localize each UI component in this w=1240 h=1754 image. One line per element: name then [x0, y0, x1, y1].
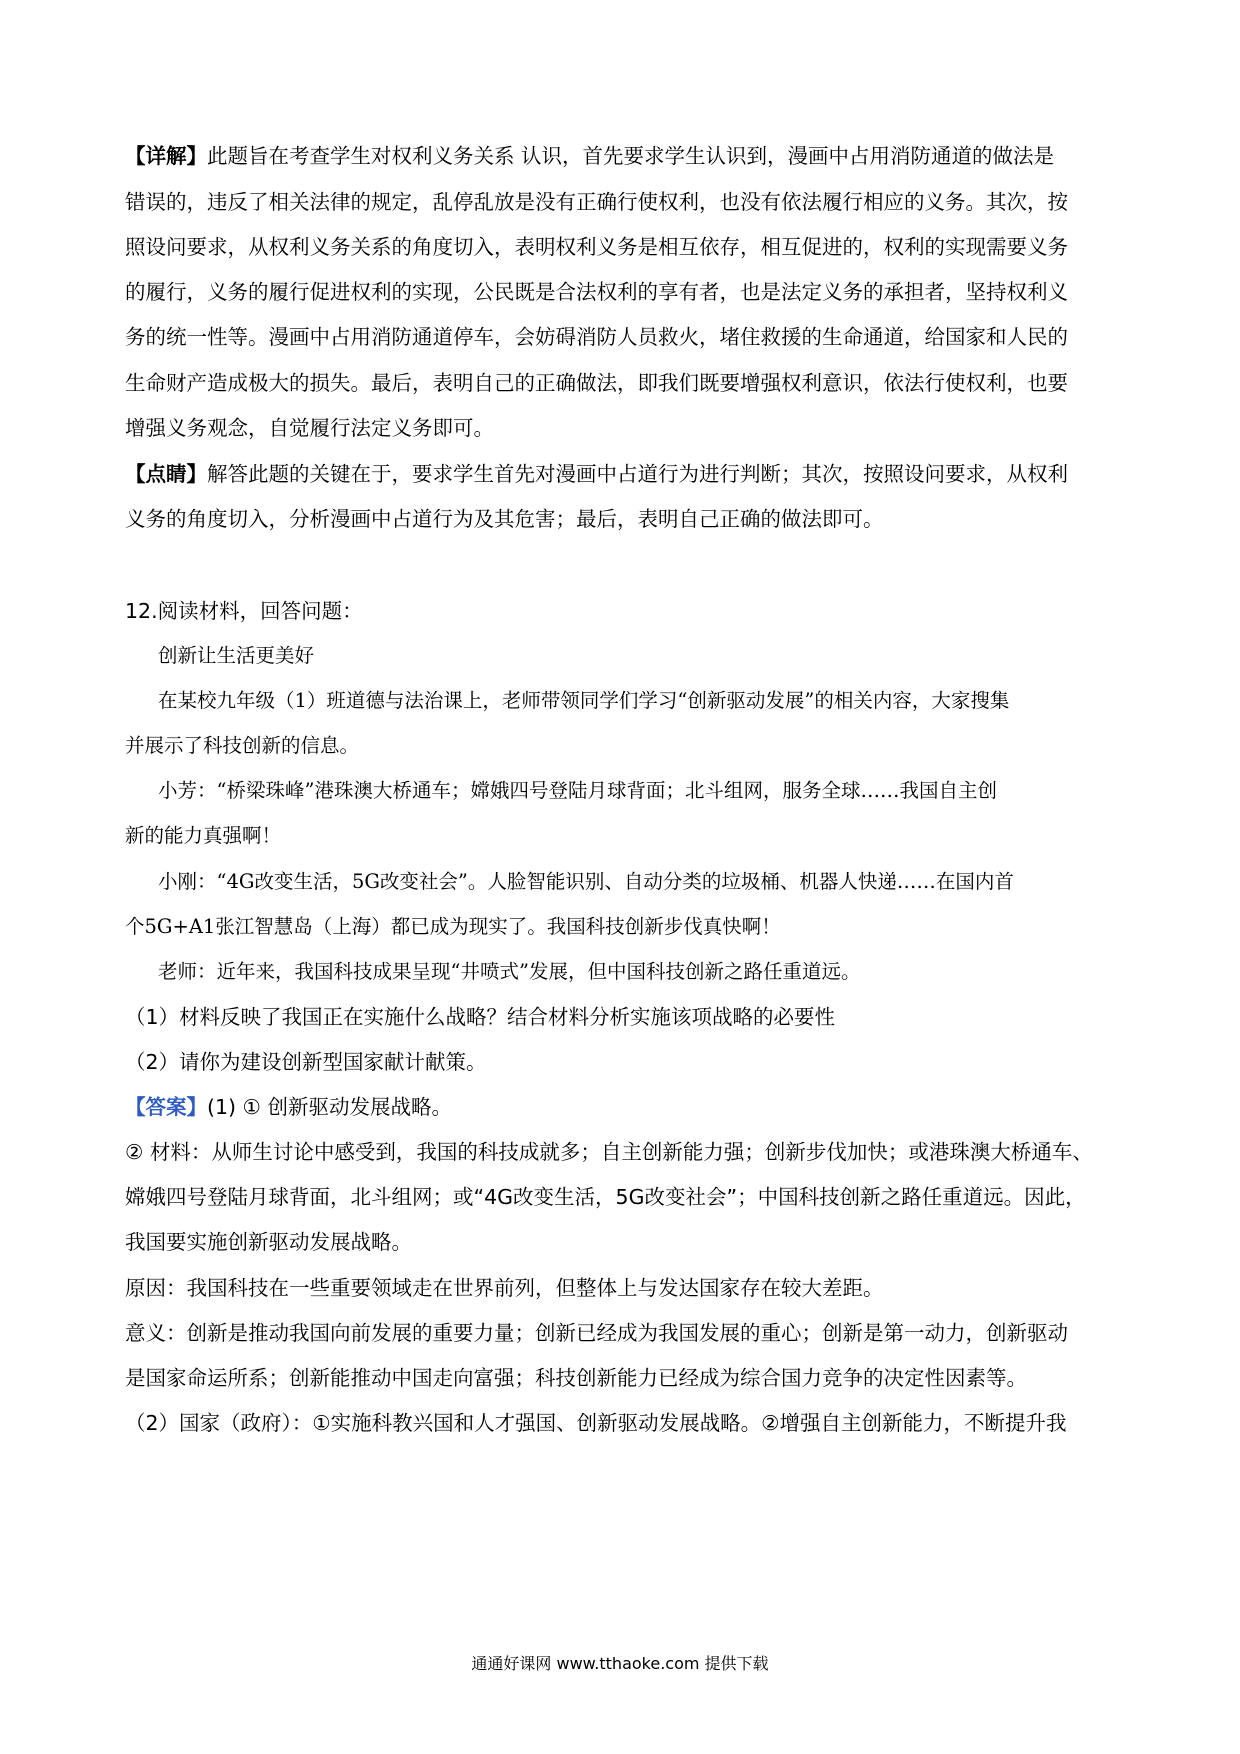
key-point-tag: 【点睛】 — [125, 462, 207, 486]
answer-reason-line: 原因：我国科技在一些重要领域走在世界前列，但整体上与发达国家存在较大差距。 — [125, 1276, 884, 1300]
question-12-heading: 12.阅读材料，回答问题： — [125, 599, 363, 623]
explanation-line-3: 照设问要求，从权利义务关系的角度切入，表明权利义务是相互依存，相互促进的，权利的实现需要义务 — [125, 235, 1068, 259]
material-line-3: 小芳：“桥梁珠峰”港珠澳大桥通车；嫦娥四号登陆月球背面；北斗组网，服务全球……我国自主创 — [158, 779, 997, 802]
sub-question-2: （2）请你为建设创新型国家献计献策。 — [125, 1050, 487, 1074]
explanation-text: 此题旨在考查学生对权利义务关系 认识，首先要求学生认识到，漫画中占用消防通道的做法是 — [207, 144, 1055, 168]
key-point-line-2: 义务的角度切入，分析漫画中占道行为及其危害；最后，表明自己正确的做法即可。 — [125, 507, 884, 531]
material-line-1: 在某校九年级（1）班道德与法治课上，老师带领同学们学习“创新驱动发展”的相关内容，大家搜集 — [158, 689, 1010, 712]
page-footer: 通通好课网 www.tthaoke.com 提供下载 — [471, 1654, 769, 1673]
answer-part-2-line: （2）国家（政府）：①实施科教兴国和人才强国、创新驱动发展战略。②增强自主创新能力，不断提升我 — [125, 1411, 1067, 1435]
material-line-5: 小刚：“4G改变生活，5G改变社会”。人脸智能识别、自动分类的垃圾桶、机器人快递……在国内首 — [158, 870, 1014, 893]
answer-line-2: ② 材料：从师生讨论中感受到，我国的科技成就多；自主创新能力强；创新步伐加快；或港珠澳大桥通车、 — [125, 1140, 1093, 1164]
answer-tag: 【答案】 — [125, 1095, 207, 1119]
explanation-line-7: 增强义务观念，自觉履行法定义务即可。 — [125, 416, 494, 440]
material-line-2: 并展示了科技创新的信息。 — [125, 734, 360, 757]
answer-line-4: 我国要实施创新驱动发展战略。 — [125, 1230, 412, 1254]
material-line-7: 老师：近年来，我国科技成果呈现“井喷式”发展，但中国科技创新之路任重道远。 — [158, 960, 861, 983]
answer-line-1 — [125, 1093, 1125, 1121]
key-point-line-1 — [125, 460, 1125, 488]
answer-meaning-line-2: 是国家命运所系；创新能推动中国走向富强；科技创新能力已经成为综合国力竞争的决定性因素等。 — [125, 1366, 1027, 1390]
explanation-line-1 — [125, 142, 1125, 170]
explanation-line-5: 务的统一性等。漫画中占用消防通道停车，会妨碍消防人员救火，堵住救援的生命通道，给国家和人民的 — [125, 325, 1068, 349]
key-point-text: 解答此题的关键在于，要求学生首先对漫画中占道行为进行判断；其次，按照设问要求，从权利 — [207, 462, 1068, 486]
answer-line-3: 嫦娥四号登陆月球背面，北斗组网；或“4G改变生活，5G改变社会”；中国科技创新之路任重道远。因此， — [125, 1185, 1086, 1209]
answer-text: (1) ① 创新驱动发展战略。 — [207, 1095, 452, 1119]
sub-question-1: （1）材料反映了我国正在实施什么战略？结合材料分析实施该项战略的必要性 — [125, 1005, 836, 1029]
material-title: 创新让生活更美好 — [158, 644, 315, 667]
answer-meaning-line-1: 意义：创新是推动我国向前发展的重要力量；创新已经成为我国发展的重心；创新是第一动力，创新驱动 — [125, 1321, 1068, 1345]
explanation-line-2: 错误的，违反了相关法律的规定，乱停乱放是没有正确行使权利，也没有依法履行相应的义务。其次，按 — [125, 190, 1068, 214]
explanation-tag: 【详解】 — [125, 144, 207, 168]
explanation-line-6: 生命财产造成极大的损失。最后，表明自己的正确做法，即我们既要增强权利意识，依法行使权利，也要 — [125, 371, 1068, 395]
explanation-line-4: 的履行，义务的履行促进权利的实现，公民既是合法权利的享有者，也是法定义务的承担者，坚持权利义 — [125, 280, 1068, 304]
material-line-6: 个5G+A1张江智慧岛（上海）都已成为现实了。我国科技创新步伐真快啊！ — [125, 915, 781, 938]
material-line-4: 新的能力真强啊！ — [125, 824, 282, 847]
